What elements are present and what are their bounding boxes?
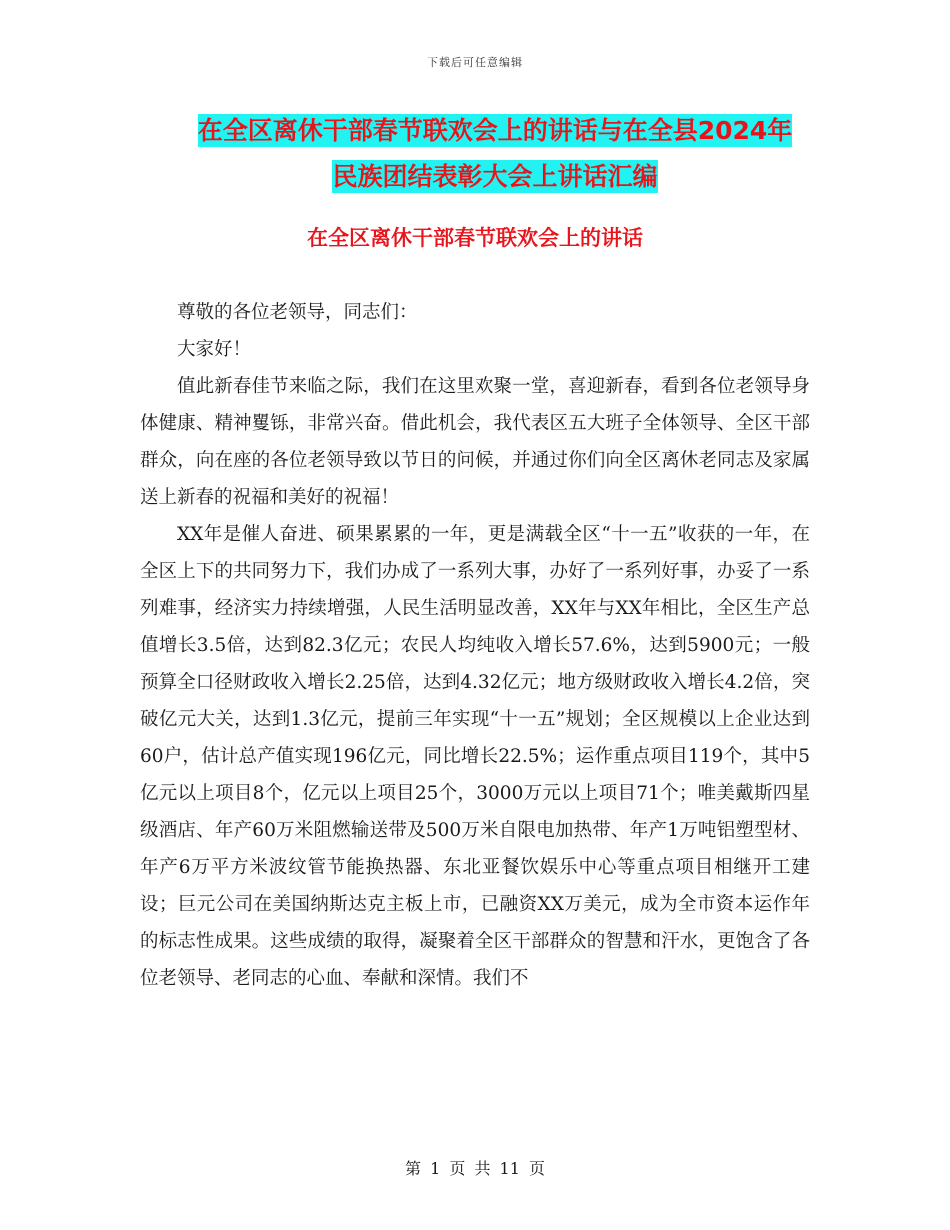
greeting-paragraph: 大家好！ [177, 339, 252, 360]
body-paragraph: XX年是催人奋进、硕果累累的一年，更是满载全区“十一五”收获的一年，在全区上下的共同努力下，我们办成了一系列大事，办好了一系列好事，办妥了一系列难事，经济实力持续增强，人民生活明显改善，XX年与XX年相比，全区生产总值增长3.5倍，达到82.3亿元；农民人均纯收入增长57.6%，达到5900元；一般预算全口径财政收入增长2.25倍，达到4.32亿元；地方级财政收入增长4.2倍，突破亿元大关，达到1.3亿元，提前三年实现“十一五”规划；全区规模以上企业达到60户，估计总产值实现196亿元，同比增长22.5%；运作重点项目119个，其中5亿元以上项目8个，亿元以上项目25个，3000万元以上项目71个；唯美戴斯四星级酒店、年产60万米阻燃输送带及500万米自限电加热带、年产1万吨铝塑型材、年产6万平方米波纹管节能换热器、东北亚餐饮娱乐中心等重点项目相继开工建设；巨元公司在美国纳斯达克主板上市，已融资XX万美元，成为全市资本运作年的标志性成果。这些成绩的取得，凝聚着全区干部群众的智慧和汗水，更饱含了各位老领导、老同志的心血、奉献和深情。我们不 [140, 524, 810, 989]
body-paragraph: 值此新春佳节来临之际，我们在这里欢聚一堂，喜迎新春，看到各位老领导身体健康、精神矍铄，非常兴奋。借此机会，我代表区五大班子全体领导、全区干部群众，向在座的各位老领导致以节日的问候，并通过你们向全区离休老同志及家属送上新春的祝福和美好的祝福！ [140, 376, 810, 508]
document-title [140, 108, 850, 200]
salutation-paragraph: 尊敬的各位老领导，同志们： [177, 302, 418, 323]
document-title-line-2: 民族团结表彰大会上讲话汇编 [332, 162, 658, 191]
section-title: 在全区离休干部春节联欢会上的讲话 [307, 226, 643, 250]
document-title-line-1: 在全区离休干部春节联欢会上的讲话与在全县2024年 [197, 116, 793, 145]
document-body [140, 294, 810, 997]
header-note: 下载后可任意编辑 [427, 56, 523, 69]
page-number-footer: 第 1 页 共 11 页 [405, 1159, 545, 1178]
